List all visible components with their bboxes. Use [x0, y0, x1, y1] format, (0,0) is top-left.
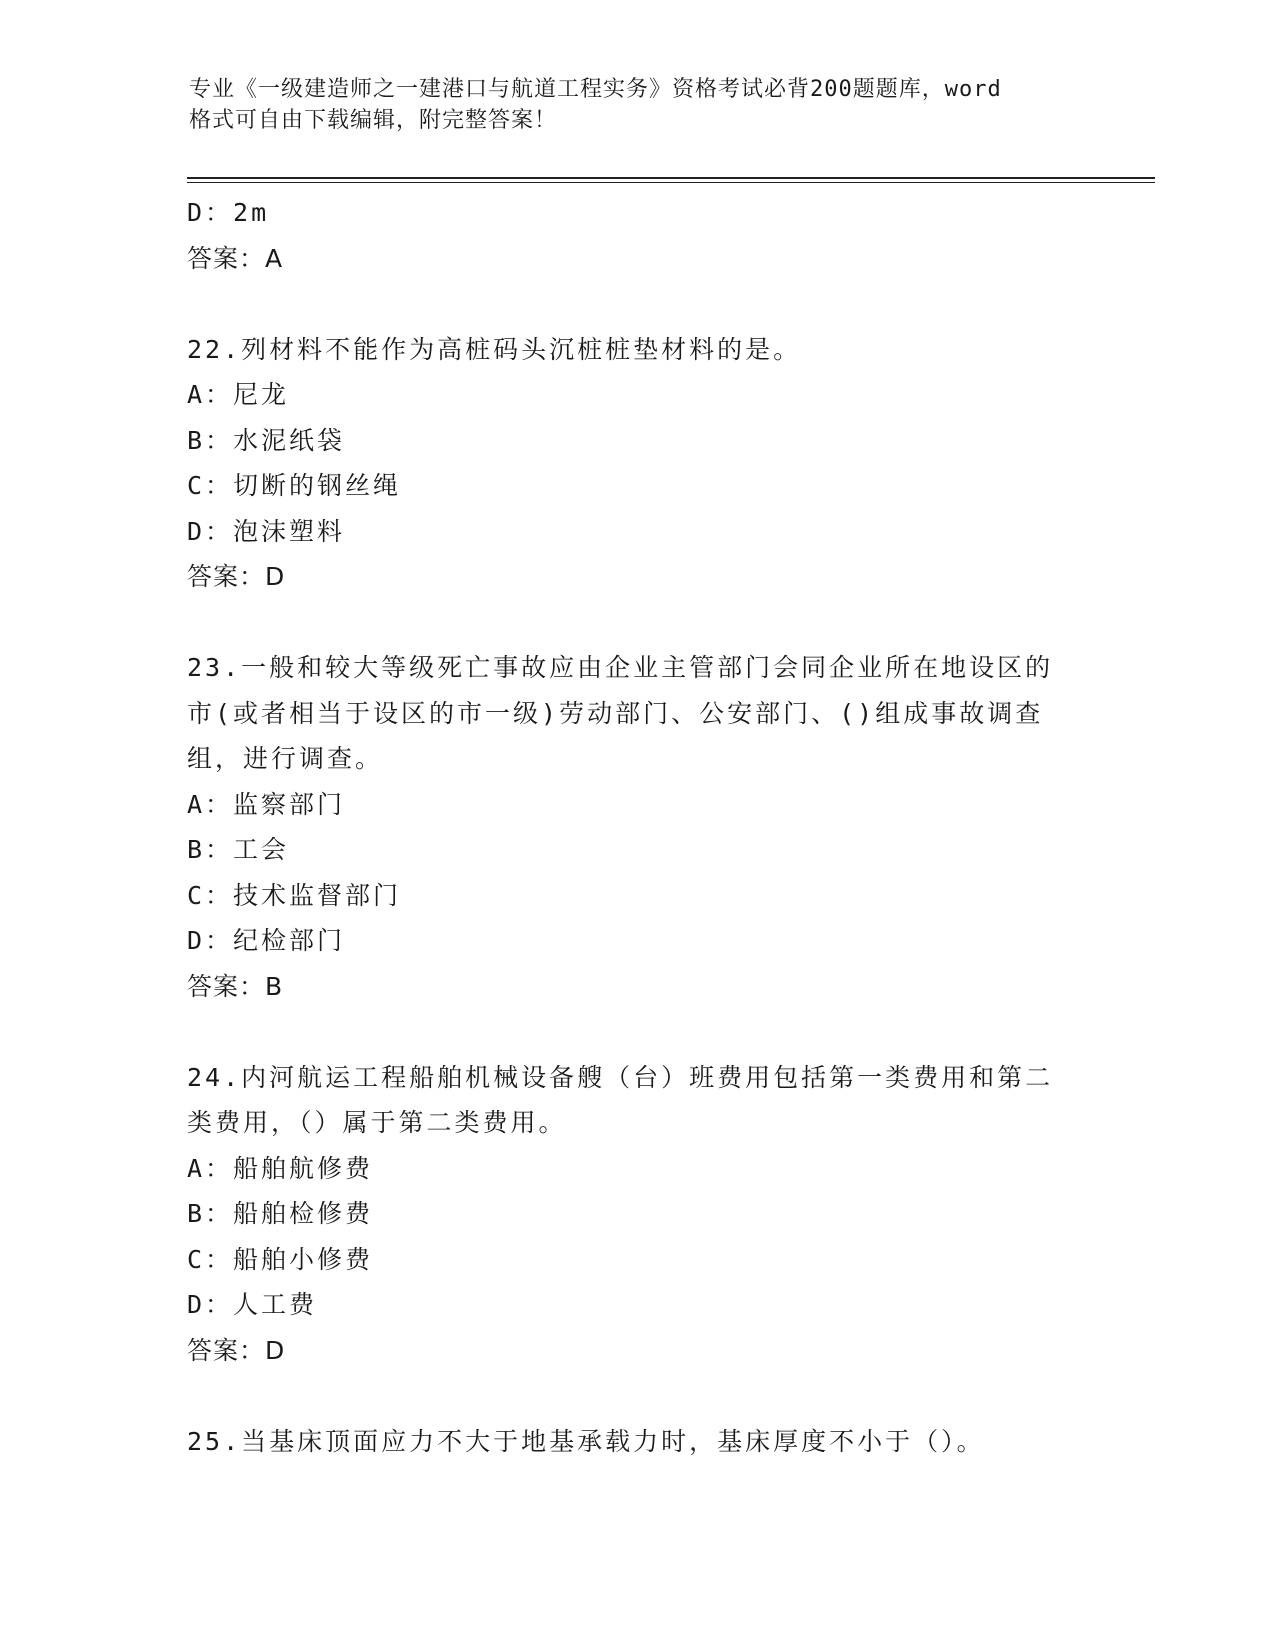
option-d: D：人工费	[187, 1290, 318, 1319]
option-c: C：船舶小修费	[187, 1244, 374, 1274]
question-24	[187, 1055, 1087, 1374]
header-line-2: 格式可自由下载编辑，附完整答案！	[189, 108, 558, 133]
previous-question-tail	[187, 190, 1087, 281]
option-c: C：切断的钢丝绳	[187, 471, 402, 500]
document-header	[189, 74, 1069, 136]
option-d: D：泡沫塑料	[187, 516, 346, 546]
question-text-line-1: 23.一般和较大等级死亡事故应由企业主管部门会同企业所在地设区的	[187, 653, 1054, 682]
question-text-line-3: 组，进行调查。	[187, 744, 384, 773]
answer-line: 答案：D	[187, 1335, 286, 1365]
question-text-line-2: 市(或者相当于设区的市一级)劳动部门、公安部门、()组成事故调查	[187, 698, 1044, 728]
question-text-line-1: 24.内河航运工程船舶机械设备艘（台）班费用包括第一类费用和第二	[187, 1062, 1054, 1092]
question-text-line-2: 类费用，（）属于第二类费用。	[187, 1108, 567, 1137]
option-d: D：纪检部门	[187, 926, 346, 955]
question-23	[187, 645, 1087, 1009]
header-divider-thin	[187, 182, 1155, 183]
answer-line: 答案：B	[187, 971, 284, 1001]
option-b: B：船舶检修费	[187, 1199, 374, 1228]
option-c: C：技术监督部门	[187, 880, 402, 910]
option-a: A：监察部门	[187, 789, 346, 819]
answer-line: 答案：A	[187, 243, 284, 273]
header-divider	[187, 177, 1155, 179]
question-text: 22.列材料不能作为高桩码头沉桩桩垫材料的是。	[187, 334, 802, 364]
option-a: A：尼龙	[187, 380, 290, 409]
answer-line: 答案：D	[187, 562, 286, 591]
question-list	[187, 190, 1087, 1464]
option-b: B：工会	[187, 835, 290, 864]
option-d: D：2m	[187, 198, 270, 227]
question-text: 25.当基床顶面应力不大于地基承载力时，基床厚度不小于（）。	[187, 1426, 985, 1456]
question-25	[187, 1419, 1087, 1465]
question-22	[187, 327, 1087, 600]
header-line-1: 专业《一级建造师之一建港口与航道工程实务》资格考试必背200题题库，word	[189, 77, 1002, 102]
option-a: A：船舶航修费	[187, 1153, 374, 1183]
option-b: B：水泥纸袋	[187, 425, 346, 455]
